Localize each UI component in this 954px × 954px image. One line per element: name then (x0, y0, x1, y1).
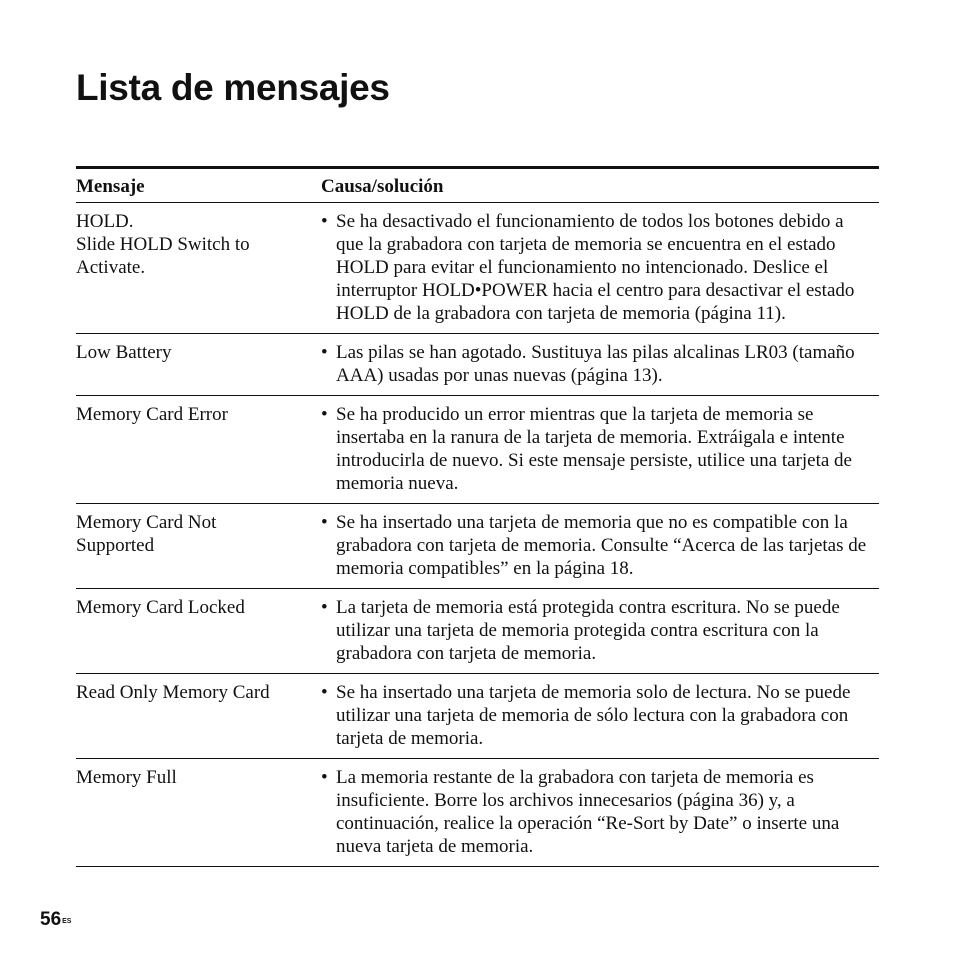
bullet-icon: • (321, 767, 328, 788)
cause-text: Se ha desactivado el funcionamiento de todos los botones debido a que la grabadora con tarjeta de memoria se encuentra en el estado HOLD para evitar el funcionamiento no intencionado. Deslice el interruptor HOLD•POWER hacia el centro para desactivar el estado HOLD de la grabadora con tarjeta de memoria (página 11). (336, 211, 855, 324)
table-row (76, 334, 879, 396)
cause-cell (321, 766, 879, 858)
message-memory-card-error: Memory Card Error (76, 404, 228, 425)
cause-text: Las pilas se han agotado. Sustituya las pilas alcalinas LR03 (tamaño AAA) usadas por unas nuevas (página 13). (336, 342, 855, 386)
message-table (76, 166, 879, 867)
table-row (76, 504, 879, 589)
header-message: Mensaje (76, 176, 145, 197)
bullet-icon: • (321, 404, 328, 425)
page-language-suffix: ES (62, 918, 72, 925)
message-read-only-memory-card: Read Only Memory Card (76, 682, 270, 703)
page-number-value: 56 (40, 909, 62, 930)
message-memory-card-locked: Memory Card Locked (76, 597, 245, 618)
cause-text: La memoria restante de la grabadora con tarjeta de memoria es insuficiente. Borre los archivos innecesarios (página 36) y, a continuación, realice la operación “Re-Sort by Date” o inserte una nueva tarjeta de memoria. (336, 767, 840, 857)
cause-text: Se ha insertado una tarjeta de memoria solo de lectura. No se puede utilizar una tarjeta de memoria de sólo lectura con la grabadora con tarjeta de memoria. (336, 682, 851, 749)
cause-cell (321, 341, 879, 387)
cause-text: Se ha producido un error mientras que la tarjeta de memoria se insertaba en la ranura de la tarjeta de memoria. Extráigala e intente introducirla de nuevo. Si este mensaje persiste, utilice una tarjeta de memoria nueva. (336, 404, 852, 494)
cause-cell (321, 596, 879, 665)
message-hold: HOLD. Slide HOLD Switch to Activate. (76, 211, 250, 278)
cause-text: La tarjeta de memoria está protegida contra escritura. No se puede utilizar una tarjeta de memoria protegida contra escritura con la grabadora con tarjeta de memoria. (336, 597, 840, 664)
bullet-icon: • (321, 342, 328, 363)
message-memory-full: Memory Full (76, 767, 177, 788)
bullet-icon: • (321, 211, 328, 232)
cause-cell (321, 403, 879, 495)
cause-cell (321, 681, 879, 750)
cause-text: Se ha insertado una tarjeta de memoria que no es compatible con la grabadora con tarjeta de memoria. Consulte “Acerca de las tarjetas de memoria compatibles” en la página 18. (336, 512, 867, 579)
table-row (76, 203, 879, 334)
message-low-battery: Low Battery (76, 342, 172, 363)
message-memory-card-not-supported: Memory Card Not Supported (76, 512, 217, 556)
cause-cell (321, 210, 879, 325)
table-row (76, 589, 879, 674)
page-number (40, 909, 71, 931)
table-header-row (76, 169, 879, 203)
cause-cell (321, 511, 879, 580)
table-row (76, 759, 879, 867)
page-title: Lista de mensajes (76, 67, 390, 108)
bullet-icon: • (321, 682, 328, 703)
bullet-icon: • (321, 597, 328, 618)
table-row (76, 396, 879, 504)
header-cause: Causa/solución (321, 176, 444, 197)
bullet-icon: • (321, 512, 328, 533)
table-row (76, 674, 879, 759)
